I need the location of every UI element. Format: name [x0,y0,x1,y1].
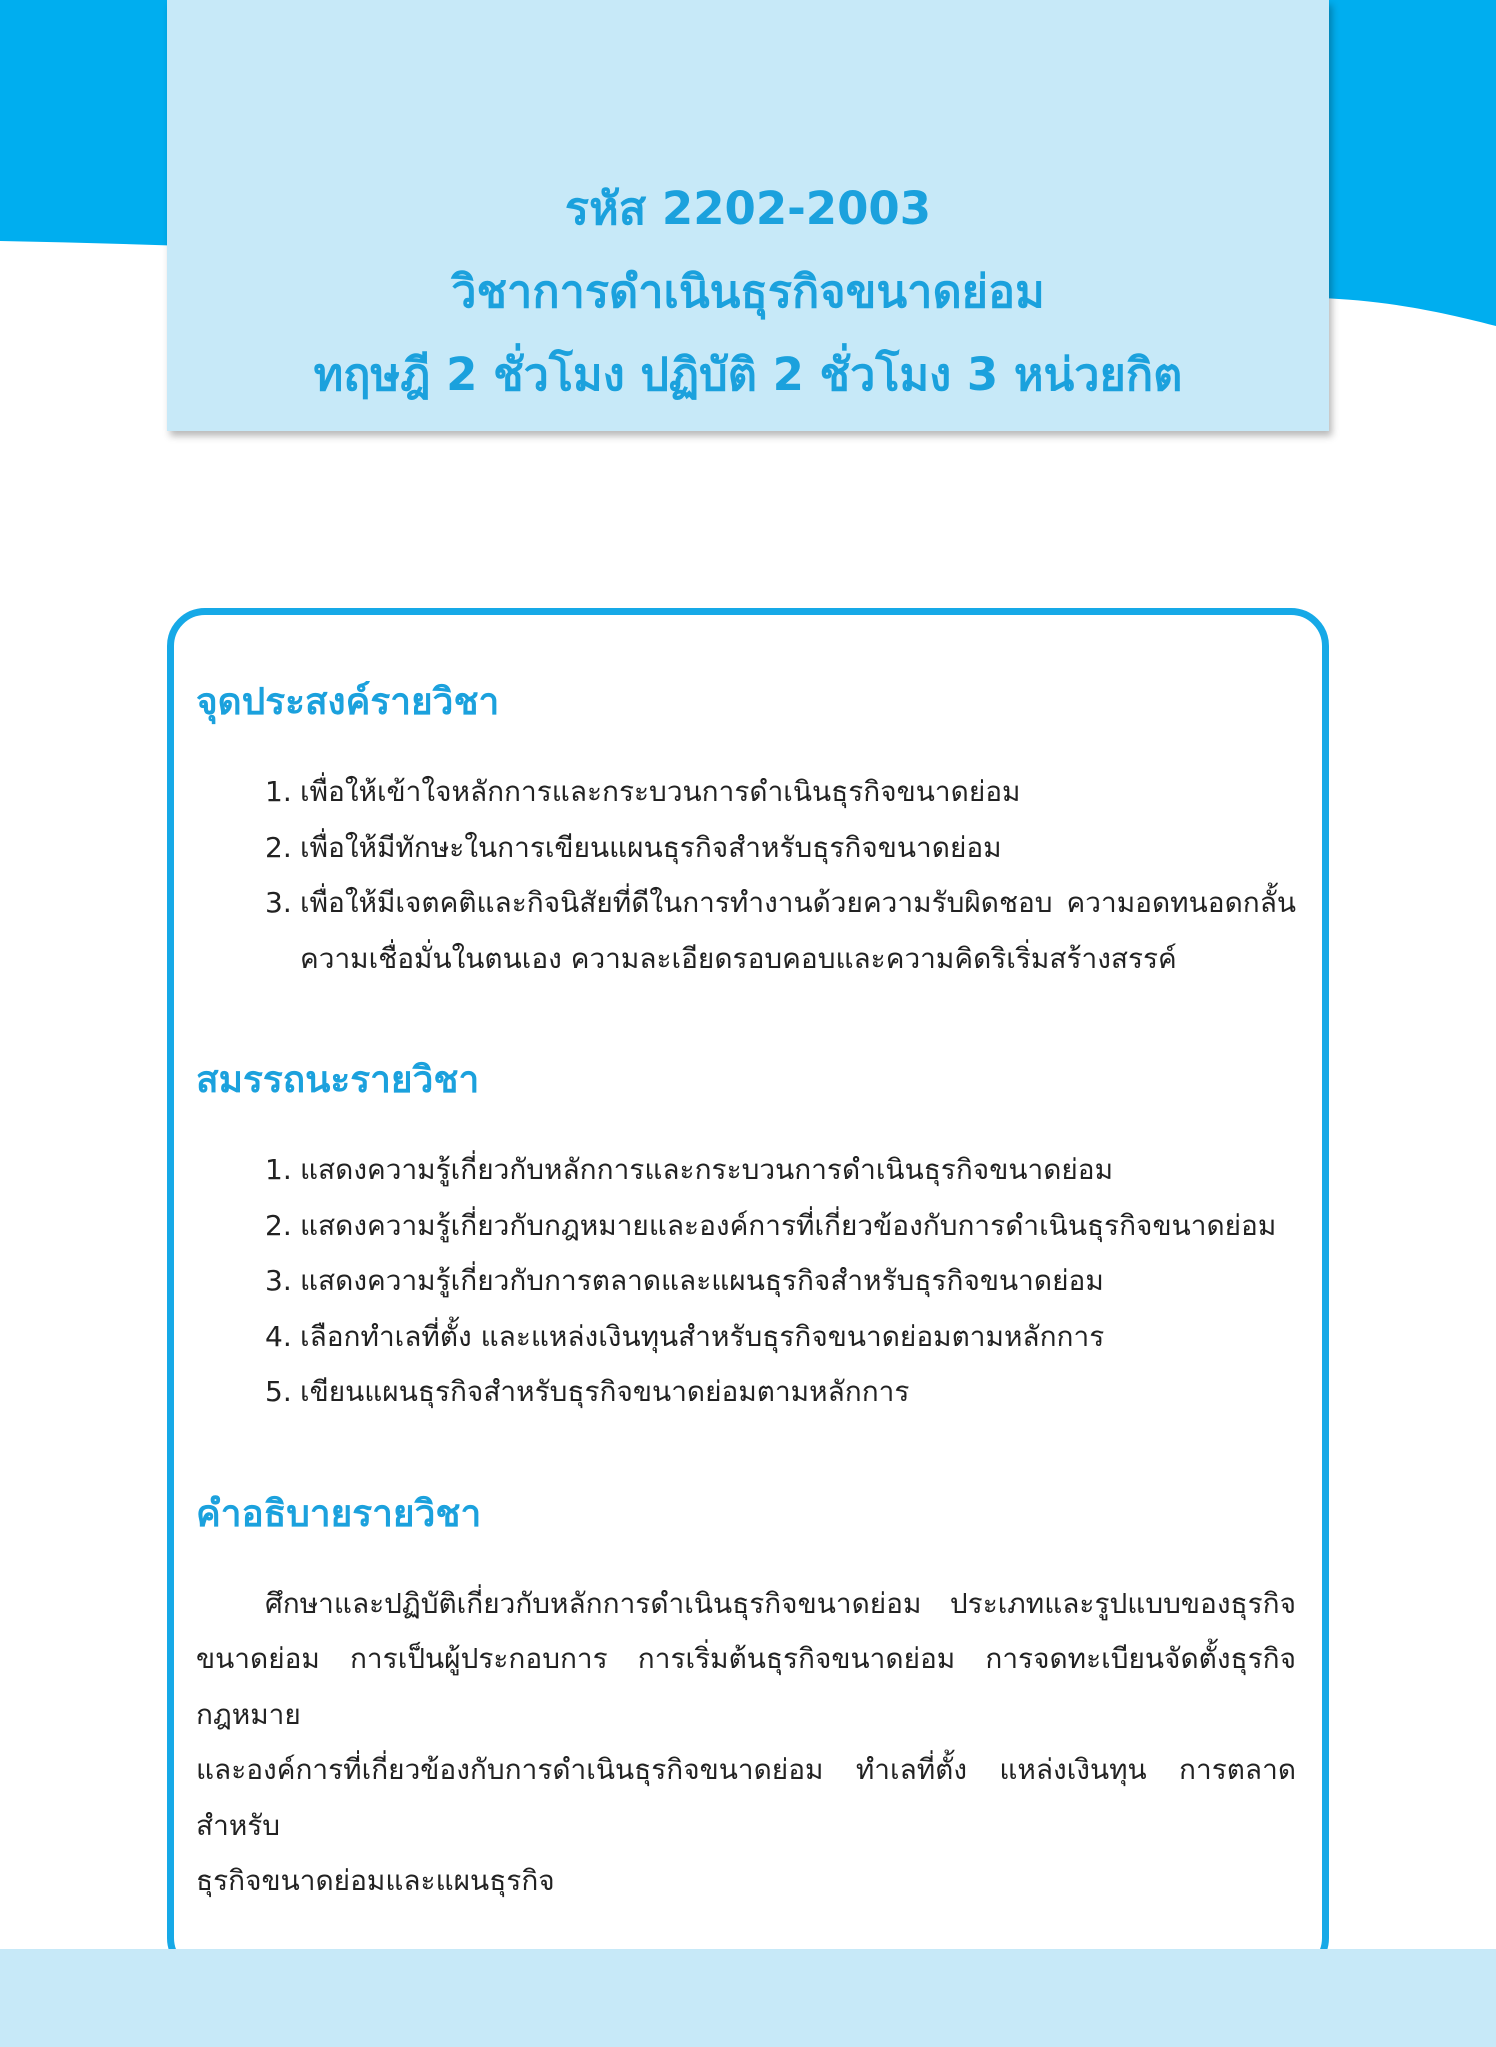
description-heading: คำอธิบายรายวิชา [196,1491,482,1535]
list-item [196,1309,1296,1365]
course-hours-title: ทฤษฎี 2 ชั่วโมง ปฏิบัติ 2 ชั่วโมง 3 หน่วยกิต [313,348,1183,401]
bottom-band [0,1949,1496,2047]
paragraph-line: และองค์การที่เกี่ยวข้องกับการดำเนินธุรกิจขนาดย่อม ทำเลที่ตั้ง แหล่งเงินทุน การตลาดสำหรับ [196,1753,1296,1842]
list-item [196,1253,1296,1309]
paragraph-line: ธุรกิจขนาดย่อมและแผนธุรกิจ [196,1864,555,1897]
paragraph-line: ขนาดย่อม การเป็นผู้ประกอบการ การเริ่มต้นธุรกิจขนาดย่อม การจดทะเบียนจัดตั้งธุรกิจ กฎหมาย [196,1642,1296,1731]
course-code-title: รหัส 2202-2003 [564,182,932,235]
list-item [196,1198,1296,1254]
list-item [196,875,1296,986]
list-item [196,820,1296,876]
list-item-number: 5. [265,1375,292,1408]
list-item-text: เพื่อให้มีทักษะในการเขียนแผนธุรกิจสำหรับธุรกิจขนาดย่อม [300,830,1002,864]
list-item [196,1142,1296,1198]
list-item [196,1364,1296,1420]
list-item-text: เพื่อให้มีเจตคติและกิจนิสัยที่ดีในการทำงานด้วยความรับผิดชอบ ความอดทนอดกลั้น ความเชื่อมั่นในตนเอง ความละเอียดรอบคอบและความคิดริเริ่มสร้างสรรค์ [300,886,1296,975]
list-item-text: แสดงความรู้เกี่ยวกับการตลาดและแผนธุรกิจสำหรับธุรกิจขนาดย่อม [300,1264,1104,1297]
title-panel [167,0,1329,431]
list-item-number: 1. [265,1153,292,1186]
list-item-number: 3. [265,886,292,919]
list-item-text: แสดงความรู้เกี่ยวกับหลักการและกระบวนการดำเนินธุรกิจขนาดย่อม [300,1153,1114,1186]
list-item-text: เขียนแผนธุรกิจสำหรับธุรกิจขนาดย่อมตามหลักการ [300,1375,910,1408]
competencies-list [196,1142,1296,1420]
list-item-number: 4. [265,1319,292,1353]
course-subject-title: วิชาการดำเนินธุรกิจขนาดย่อม [451,265,1045,318]
list-item-number: 1. [265,775,292,808]
list-item-text: แสดงความรู้เกี่ยวกับกฎหมายและองค์การที่เกี่ยวข้องกับการดำเนินธุรกิจขนาดย่อม [300,1208,1277,1242]
description-paragraph [196,1576,1296,1909]
list-item [196,764,1296,820]
objectives-list [196,764,1296,986]
list-item-number: 2. [265,830,292,864]
list-item-text: เพื่อให้เข้าใจหลักการและกระบวนการดำเนินธุรกิจขนาดย่อม [300,775,1021,808]
objectives-heading: จุดประสงค์รายวิชา [196,680,500,723]
list-item-number: 2. [265,1208,292,1242]
competencies-heading: สมรรถนะรายวิชา [196,1058,480,1101]
paragraph-line: ศึกษาและปฏิบัติเกี่ยวกับหลักการดำเนินธุรกิจขนาดย่อม ประเภทและรูปแบบของธุรกิจ [265,1586,1296,1620]
course-info-box [167,608,1329,1976]
list-item-number: 3. [265,1264,292,1297]
list-item-text: เลือกทำเลที่ตั้ง และแหล่งเงินทุนสำหรับธุรกิจขนาดย่อมตามหลักการ [300,1319,1105,1353]
